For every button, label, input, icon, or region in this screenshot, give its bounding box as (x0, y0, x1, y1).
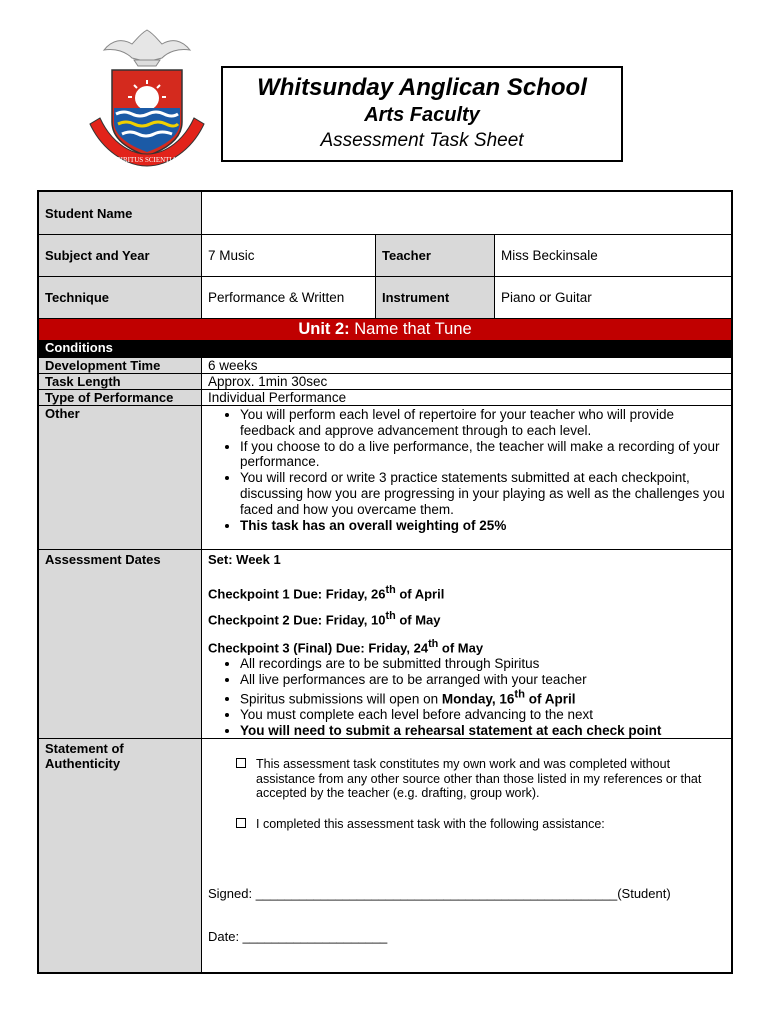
dates-item: • You must complete each level before advancing to the next (240, 707, 725, 723)
dev-time-label: Development Time (39, 358, 202, 373)
performance-type-row (39, 390, 731, 406)
authenticity-row (39, 739, 731, 972)
other-label: Other (39, 406, 202, 549)
performance-type-value: Individual Performance (208, 390, 347, 405)
dates-list (208, 656, 725, 738)
technique-row (39, 277, 731, 319)
other-item: • You will record or write 3 practice statements submitted at each checkpoint, discussing how you are progressing in your playing as well as the challenges you faced and how you overcame them. (240, 470, 725, 517)
other-list (202, 407, 725, 533)
instrument-value: Piano or Guitar (501, 290, 592, 305)
subject-value: 7 Music (202, 235, 376, 276)
set-week: Set: Week 1 (208, 552, 281, 567)
other-content (202, 406, 731, 549)
student-name-row (39, 192, 731, 235)
teacher-value: Miss Beckinsale (501, 248, 598, 263)
instrument-label: Instrument (376, 277, 495, 318)
other-item: • This task has an overall weighting of 25% (240, 518, 725, 534)
assessment-table (37, 190, 733, 974)
unit-prefix: Unit 2: (298, 320, 350, 338)
authenticity-label: Statement of Authenticity (39, 739, 202, 972)
student-name-label: Student Name (39, 192, 202, 234)
unit-name: Name that Tune (354, 320, 472, 338)
subject-label: Subject and Year (39, 235, 202, 276)
student-name-field[interactable] (202, 192, 731, 234)
dev-time-value: 6 weeks (208, 358, 258, 373)
subject-row (39, 235, 731, 277)
technique-value: Performance & Written (202, 277, 376, 318)
technique-label: Technique (39, 277, 202, 318)
unit-banner (39, 319, 731, 340)
task-length-row (39, 374, 731, 390)
other-item: • If you choose to do a live performance, the teacher will make a recording of your performance. (240, 439, 725, 471)
checkpoint-3: Checkpoint 3 (Final) Due: Friday, 24th of May (208, 637, 484, 655)
dates-item: • Spiritus submissions will open on Monday, 16th of April (240, 688, 725, 707)
task-length-value: Approx. 1min 30sec (208, 374, 328, 389)
authenticity-content (202, 739, 731, 972)
signature-line[interactable]: Signed: __________________________________________________(Student) (208, 886, 671, 901)
other-item: • You will perform each level of repertoire for your teacher who will provide feedback and approve advancement through to each level. (240, 407, 725, 439)
school-name: Whitsunday Anglican School (257, 74, 587, 101)
checkpoint-1: Checkpoint 1 Due: Friday, 26th of April (208, 584, 445, 602)
title-box (221, 66, 623, 162)
dates-item: • All recordings are to be submitted through Spiritus (240, 656, 725, 672)
dev-time-row (39, 358, 731, 374)
authenticity-statement-1: This assessment task constitutes my own work and was completed without assistance from any other source other than those listed in my references or that accepted by the teacher (e.g. drafting, group work). (236, 757, 726, 801)
task-length-label: Task Length (39, 374, 202, 389)
sheet-title: Assessment Task Sheet (320, 130, 524, 151)
teacher-label: Teacher (376, 235, 495, 276)
checkbox-own-work[interactable] (236, 758, 246, 768)
conditions-heading: Conditions (39, 340, 731, 358)
authenticity-statement-2: I completed this assessment task with the following assistance: (236, 817, 726, 832)
dates-item: • You will need to submit a rehearsal statement at each check point (240, 723, 725, 739)
checkpoint-2: Checkpoint 2 Due: Friday, 10th of May (208, 610, 441, 628)
date-line[interactable]: Date: ____________________ (208, 929, 388, 944)
assessment-dates-row (39, 550, 731, 739)
school-crest-logo (82, 22, 212, 167)
checkbox-assistance[interactable] (236, 818, 246, 828)
other-row (39, 406, 731, 550)
dates-item: • All live performances are to be arranged with your teacher (240, 672, 725, 688)
assessment-dates-label: Assessment Dates (39, 550, 202, 738)
performance-type-label: Type of Performance (39, 390, 202, 405)
assessment-dates-content (202, 550, 731, 738)
svg-text:SPIRITUS SCIENTIAE: SPIRITUS SCIENTIAE (112, 156, 182, 164)
faculty-name: Arts Faculty (364, 104, 480, 126)
